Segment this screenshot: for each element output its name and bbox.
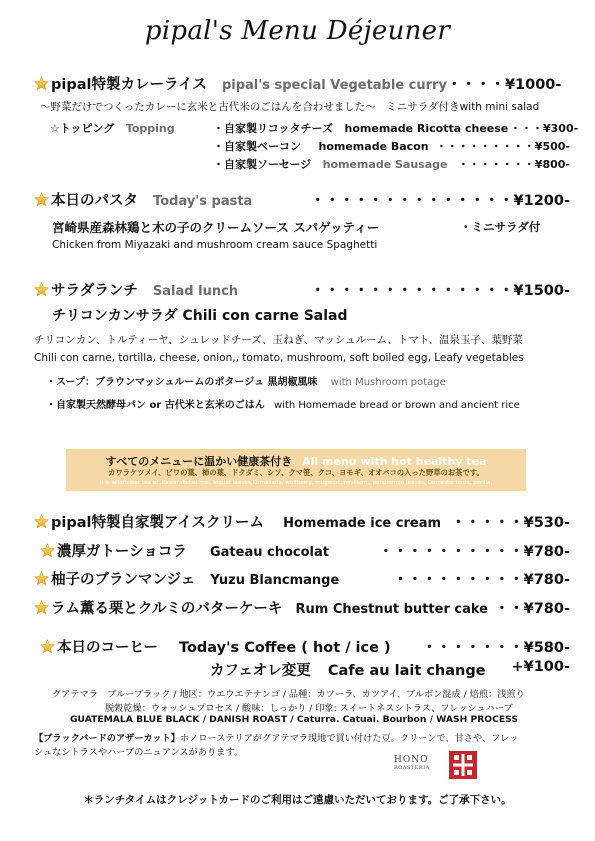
star-icon	[40, 543, 55, 558]
coffee-change-price: +¥100-	[511, 659, 570, 675]
topping-name-en: homemade Ricotta cheese	[344, 122, 509, 135]
dessert-name-en: Rum Chestnut butter cake	[295, 602, 488, 617]
salad-bread	[46, 396, 520, 411]
coffee-detail-1: グアテマラ ブルーブラック / 地区：ウエウエテナンゴ / 品種：カツーラ、カツアイ、ブルボン混成 / 焙煎：浅煎り	[52, 689, 525, 700]
topping-name-jp: ・自家製リコッタチーズ	[213, 122, 334, 135]
dessert-item	[34, 597, 488, 618]
curry-heading	[34, 73, 561, 94]
salad-dish: チリコンカンサラダ Chili con carne Salad	[52, 308, 348, 324]
notice-line1-en: All menu with hot healthy tea	[302, 455, 487, 468]
page-title: pipal's Menu Déjeuner	[144, 16, 451, 46]
dessert-name-jp: ラム薫る栗とクルミのバターケーキ	[51, 601, 283, 617]
coffee-detail-4	[34, 730, 518, 744]
dessert-item	[34, 511, 441, 532]
dessert-price: ・・・・・¥530-	[451, 515, 570, 531]
notice-line3: It is wildflower tea of ,Kawaraketsu mei, loquat leaves,Kumasada, wolfberry, mugwort, psyllium,, persimmon leaves, Domestic birds, perilla,	[99, 480, 493, 486]
coffee-name-en: Today's Coffee ( hot / ice )	[178, 640, 391, 656]
salad-ingredients-jp: チリコンカン、トルティーヤ、シュレッドチーズ、玉ねぎ、マッシュルーム、トマト、温泉玉子、葉野菜	[34, 334, 523, 346]
salad-name-en: Salad lunch	[152, 284, 239, 299]
pasta-dish-jp: 宮崎県産森林鶏と木の子のクリームソース スパゲッティー	[52, 220, 380, 235]
topping-price: ・・・・・・・・・¥500-	[435, 140, 570, 153]
dessert-item	[34, 568, 339, 589]
dessert-name-en: Gateau chocolat	[209, 545, 329, 560]
pasta-dish-en: Chicken from Miyazaki and mushroom cream sauce Spaghetti	[52, 239, 378, 251]
salad-soup	[46, 373, 446, 388]
dessert-name-jp: pipal特製自家製アイスクリーム	[51, 515, 265, 531]
topping-name-jp: ・自家製ソーセージ	[213, 158, 312, 171]
logo-text-bottom: ROASTERIA	[394, 765, 430, 771]
topping-name-en: homemade Bacon	[318, 140, 429, 153]
pasta-name-en: Today's pasta	[153, 194, 253, 209]
dessert-name-en: Homemade ice cream	[283, 516, 442, 531]
logo-text-top: HONO	[394, 755, 429, 765]
coffee-other-cut-text: ホノローステリアがグアテマラ現地で買い付けた豆。クリーンで、甘さや、フレッ	[180, 733, 519, 744]
pasta-side: ・ミニサラダ付	[460, 220, 541, 234]
coffee-detail-3: GUATEMALA BLUE BLACK / DANISH ROAST / Caturra. Catuai. Bourbon / WASH PROCESS	[70, 714, 518, 725]
dessert-name-jp: 濃厚ガトーショコラ	[57, 544, 187, 560]
salad-ingredients-en: Chili con carne, tortilla, cheese, onion,, tomato, mushroom, soft boiled egg, Leafy vegetables	[34, 352, 524, 364]
notice-line1-jp: すべてのメニューに温かい健康茶付き	[105, 455, 293, 468]
coffee-change-en: Cafe au lait change	[327, 663, 486, 679]
star-icon	[34, 514, 49, 529]
dessert-name-en: Yuzu Blancmange	[210, 573, 340, 588]
curry-name-jp: pipal特製カレーライス	[51, 77, 207, 93]
dessert-item	[40, 540, 329, 561]
curry-name-en: pipal's special Vegetable curry	[221, 78, 447, 93]
curry-description: 〜野菜だけでつくったカレーに玄米と古代米のごはんを合わせました〜 ミニサラダ付きwith mini salad	[40, 101, 540, 113]
dessert-price: ・・¥780-	[494, 601, 570, 617]
coffee-price: ・・・・・・・¥580-	[422, 640, 570, 656]
star-icon	[40, 639, 55, 654]
logo-mark-icon	[449, 751, 477, 779]
topping-name-en: homemade Sausage	[322, 158, 448, 171]
salad-price: ・・・・・・・・・・・・・・¥1500-	[310, 283, 570, 299]
dessert-price: ・・・・・・・・・¥780-	[393, 572, 570, 588]
topping-price: ・・・・・・・¥800-	[457, 158, 570, 171]
notice-line1	[66, 453, 526, 469]
coffee-change	[210, 659, 486, 680]
dessert-price: ・・・・・・・・・・¥780-	[378, 544, 570, 560]
star-icon	[34, 192, 49, 207]
coffee-name-jp: 本日のコーヒー	[57, 640, 158, 656]
pasta-name-jp: 本日のパスタ	[51, 193, 138, 209]
topping-label	[50, 120, 175, 136]
coffee-detail-5: シュなシトラスやハーブのニュアンスがあります。	[34, 747, 244, 758]
salad-soup-jp: ・スープ：ブラウンマッシュルームのポタージュ 黒胡椒風味	[46, 377, 318, 388]
topping-row	[213, 156, 447, 172]
pasta-price: ・・・・・・・・・・・・・・¥1200-	[310, 193, 570, 209]
topping-name-jp: ・自家製ベーコン	[213, 140, 301, 153]
curry-price: ¥1000-	[504, 77, 562, 93]
dessert-name-jp: 柚子のブランマンジェ	[51, 572, 196, 588]
coffee-detail-2: 脱穀乾燥：ウォッシュプロセス / 酸味：しっかり / 印象: スイートネスシトラス、フレッシュハーブ	[105, 703, 513, 714]
coffee-other-cut-label: 【ブラックバードのアザーカット】	[34, 733, 180, 744]
salad-soup-en: with Mushroom potage	[330, 377, 446, 388]
topping-price: ・・・¥300-	[510, 122, 579, 135]
topping-label-jp: ☆トッピング	[50, 122, 115, 135]
topping-row	[213, 120, 508, 136]
salad-bread-jp: ・自家製天然酵母パン or 古代米と玄米のごはん	[46, 400, 265, 411]
star-icon	[34, 571, 49, 586]
star-icon	[34, 76, 49, 91]
curry-dots: ・・・・	[446, 77, 505, 93]
pasta-heading	[34, 189, 252, 210]
coffee-change-jp: カフェオレ変更	[210, 663, 311, 679]
salad-bread-en: with Homemade bread or brown and ancient rice	[273, 400, 520, 411]
star-icon	[34, 600, 49, 615]
coffee-heading	[40, 636, 391, 657]
salad-name-jp: サラダランチ	[51, 283, 138, 299]
healthy-tea-notice	[66, 449, 526, 491]
hono-roasteria-logo	[394, 755, 430, 771]
topping-row	[213, 138, 429, 154]
footer-note: ＊ランチタイムはクレジットカードのご利用はご遠慮いただいております。ご了承下さい。	[83, 794, 512, 806]
salad-heading	[34, 279, 238, 300]
star-icon	[34, 282, 49, 297]
notice-line2: カワラケツメイ、ビワの葉、柿の葉、ドクダミ、シソ、クマ笹、クコ、ヨモギ、オオバコの入った野草のお茶です。	[108, 468, 484, 477]
topping-label-en: Topping	[125, 122, 175, 135]
